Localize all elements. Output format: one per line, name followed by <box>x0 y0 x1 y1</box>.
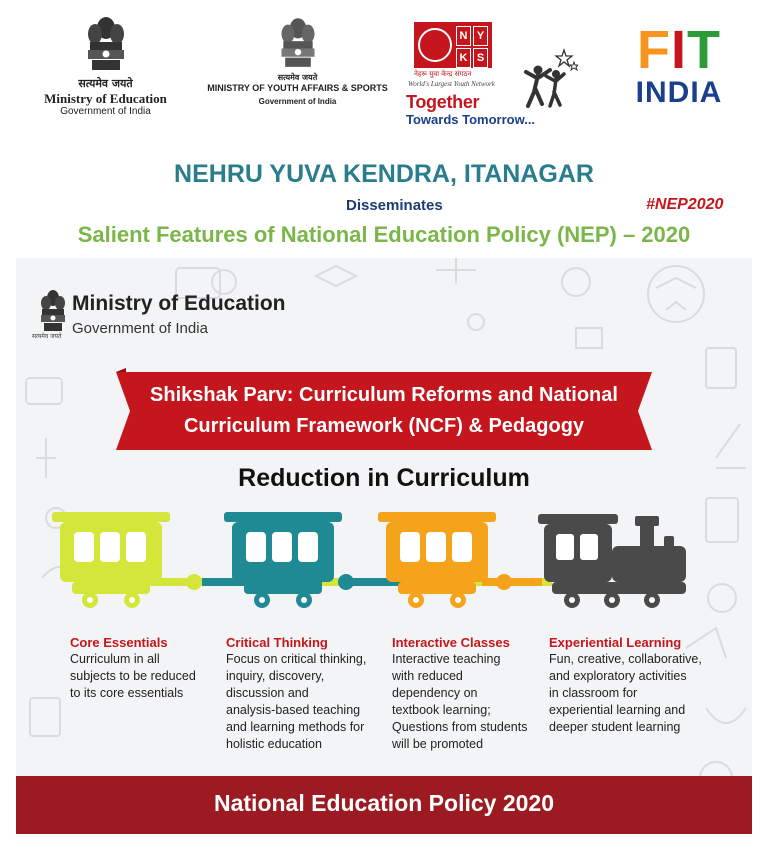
feature-line: in classroom for <box>549 686 638 700</box>
fit-india-logo <box>604 22 754 122</box>
interactive-classes-wagon <box>378 512 496 608</box>
ministry-youth-affairs-logo <box>205 14 390 106</box>
feature-line: Curriculum in all <box>70 652 160 666</box>
myas-subtitle: Government of India <box>258 97 337 106</box>
disseminates-text: Disseminates <box>346 197 443 214</box>
header-logos <box>0 0 768 140</box>
experiential-learning-engine <box>538 514 686 608</box>
myas-motto: सत्यमेव जयते <box>277 73 318 82</box>
feature-line: dependency on <box>392 686 478 700</box>
feature-line: analysis-based teaching <box>226 703 361 717</box>
nyks-together-text: Together <box>406 92 480 112</box>
feature-line: discussion and <box>226 686 309 700</box>
jumping-people-icon <box>520 48 578 110</box>
poster-emblem-motto: सत्यमेव जयते <box>32 333 62 340</box>
feature-title: Core Essentials <box>70 635 168 650</box>
feature-experiential-learning <box>549 634 739 736</box>
feature-line: Interactive teaching <box>392 652 501 666</box>
feature-line: and learning methods for <box>226 720 365 734</box>
feature-title: Experiential Learning <box>549 635 682 650</box>
moe-title: Ministry of Education <box>44 91 167 106</box>
nyks-letter: K <box>456 48 471 68</box>
national-emblem-icon <box>276 14 320 72</box>
core-essentials-wagon <box>52 512 170 608</box>
moe-subtitle: Government of India <box>60 106 151 117</box>
nyks-towards-text: Towards Tomorrow... <box>406 112 536 127</box>
footer-title: National Education Policy 2020 <box>214 790 554 816</box>
nyks-hindi-name: नेहरू युवा केन्द्र संगठन <box>414 70 472 78</box>
shikshak-parv-banner <box>116 368 652 454</box>
feature-line: deeper student learning <box>549 720 681 734</box>
fit-india-text: INDIA <box>635 76 723 109</box>
national-emblem-icon <box>82 14 130 74</box>
feature-line: Focus on critical thinking, <box>226 652 367 666</box>
feature-line: textbook learning; <box>392 703 491 717</box>
myas-title: MINISTRY OF YOUTH AFFAIRS & SPORTS <box>207 83 388 93</box>
ministry-of-education-logo <box>18 14 193 118</box>
critical-thinking-wagon <box>224 512 342 608</box>
feature-line: and exploratory activities <box>549 669 687 683</box>
nyks-logo <box>402 20 580 130</box>
feature-line: inquiry, discovery, <box>226 669 325 683</box>
feature-line: with reduced <box>392 669 463 683</box>
nyks-letter: N <box>456 26 471 46</box>
poster-ministry-subtitle: Government of India <box>72 320 208 337</box>
nyks-letter: Y <box>473 26 488 46</box>
nyks-letter: S <box>473 48 488 68</box>
hashtag-text: #NEP2020 <box>646 196 724 213</box>
poster-panel <box>16 258 752 834</box>
nyks-badge <box>414 22 492 68</box>
feature-line: to its core essentials <box>70 686 184 700</box>
feature-line: Fun, creative, collaborative, <box>549 652 702 666</box>
feature-line: will be promoted <box>392 737 484 751</box>
feature-line: Questions from students <box>392 720 528 734</box>
poster-ministry-logo <box>32 288 298 348</box>
moe-motto: सत्यमेव जयते <box>78 77 133 90</box>
nep-footer-banner <box>16 776 752 834</box>
feature-core-essentials <box>70 634 220 702</box>
feature-line: subjects to be reduced <box>70 669 196 683</box>
nyks-tagline: World's Largest Youth Network <box>408 80 495 88</box>
curriculum-train-illustration <box>52 502 716 622</box>
feature-interactive-classes <box>392 634 552 753</box>
poster-ministry-title: Ministry of Education <box>72 292 286 315</box>
banner-line-1: Shikshak Parv: Curriculum Reforms and National <box>150 384 618 406</box>
feature-critical-thinking <box>226 634 391 753</box>
organisation-heading: NEHRU YUVA KENDRA, ITANAGAR <box>174 160 594 188</box>
banner-line-2: Curriculum Framework (NCF) & Pedagogy <box>183 415 585 437</box>
fit-wordmark: FIT <box>636 20 721 80</box>
feature-title: Critical Thinking <box>226 635 328 650</box>
salient-features-heading: Salient Features of National Education Policy (NEP) – 2020 <box>77 222 691 247</box>
feature-line: holistic education <box>226 737 322 751</box>
feature-line: experiential learning and <box>549 703 686 717</box>
feature-title: Interactive Classes <box>392 635 510 650</box>
nyks-emblem-icon <box>418 28 452 62</box>
section-title: Reduction in Curriculum <box>238 464 530 492</box>
